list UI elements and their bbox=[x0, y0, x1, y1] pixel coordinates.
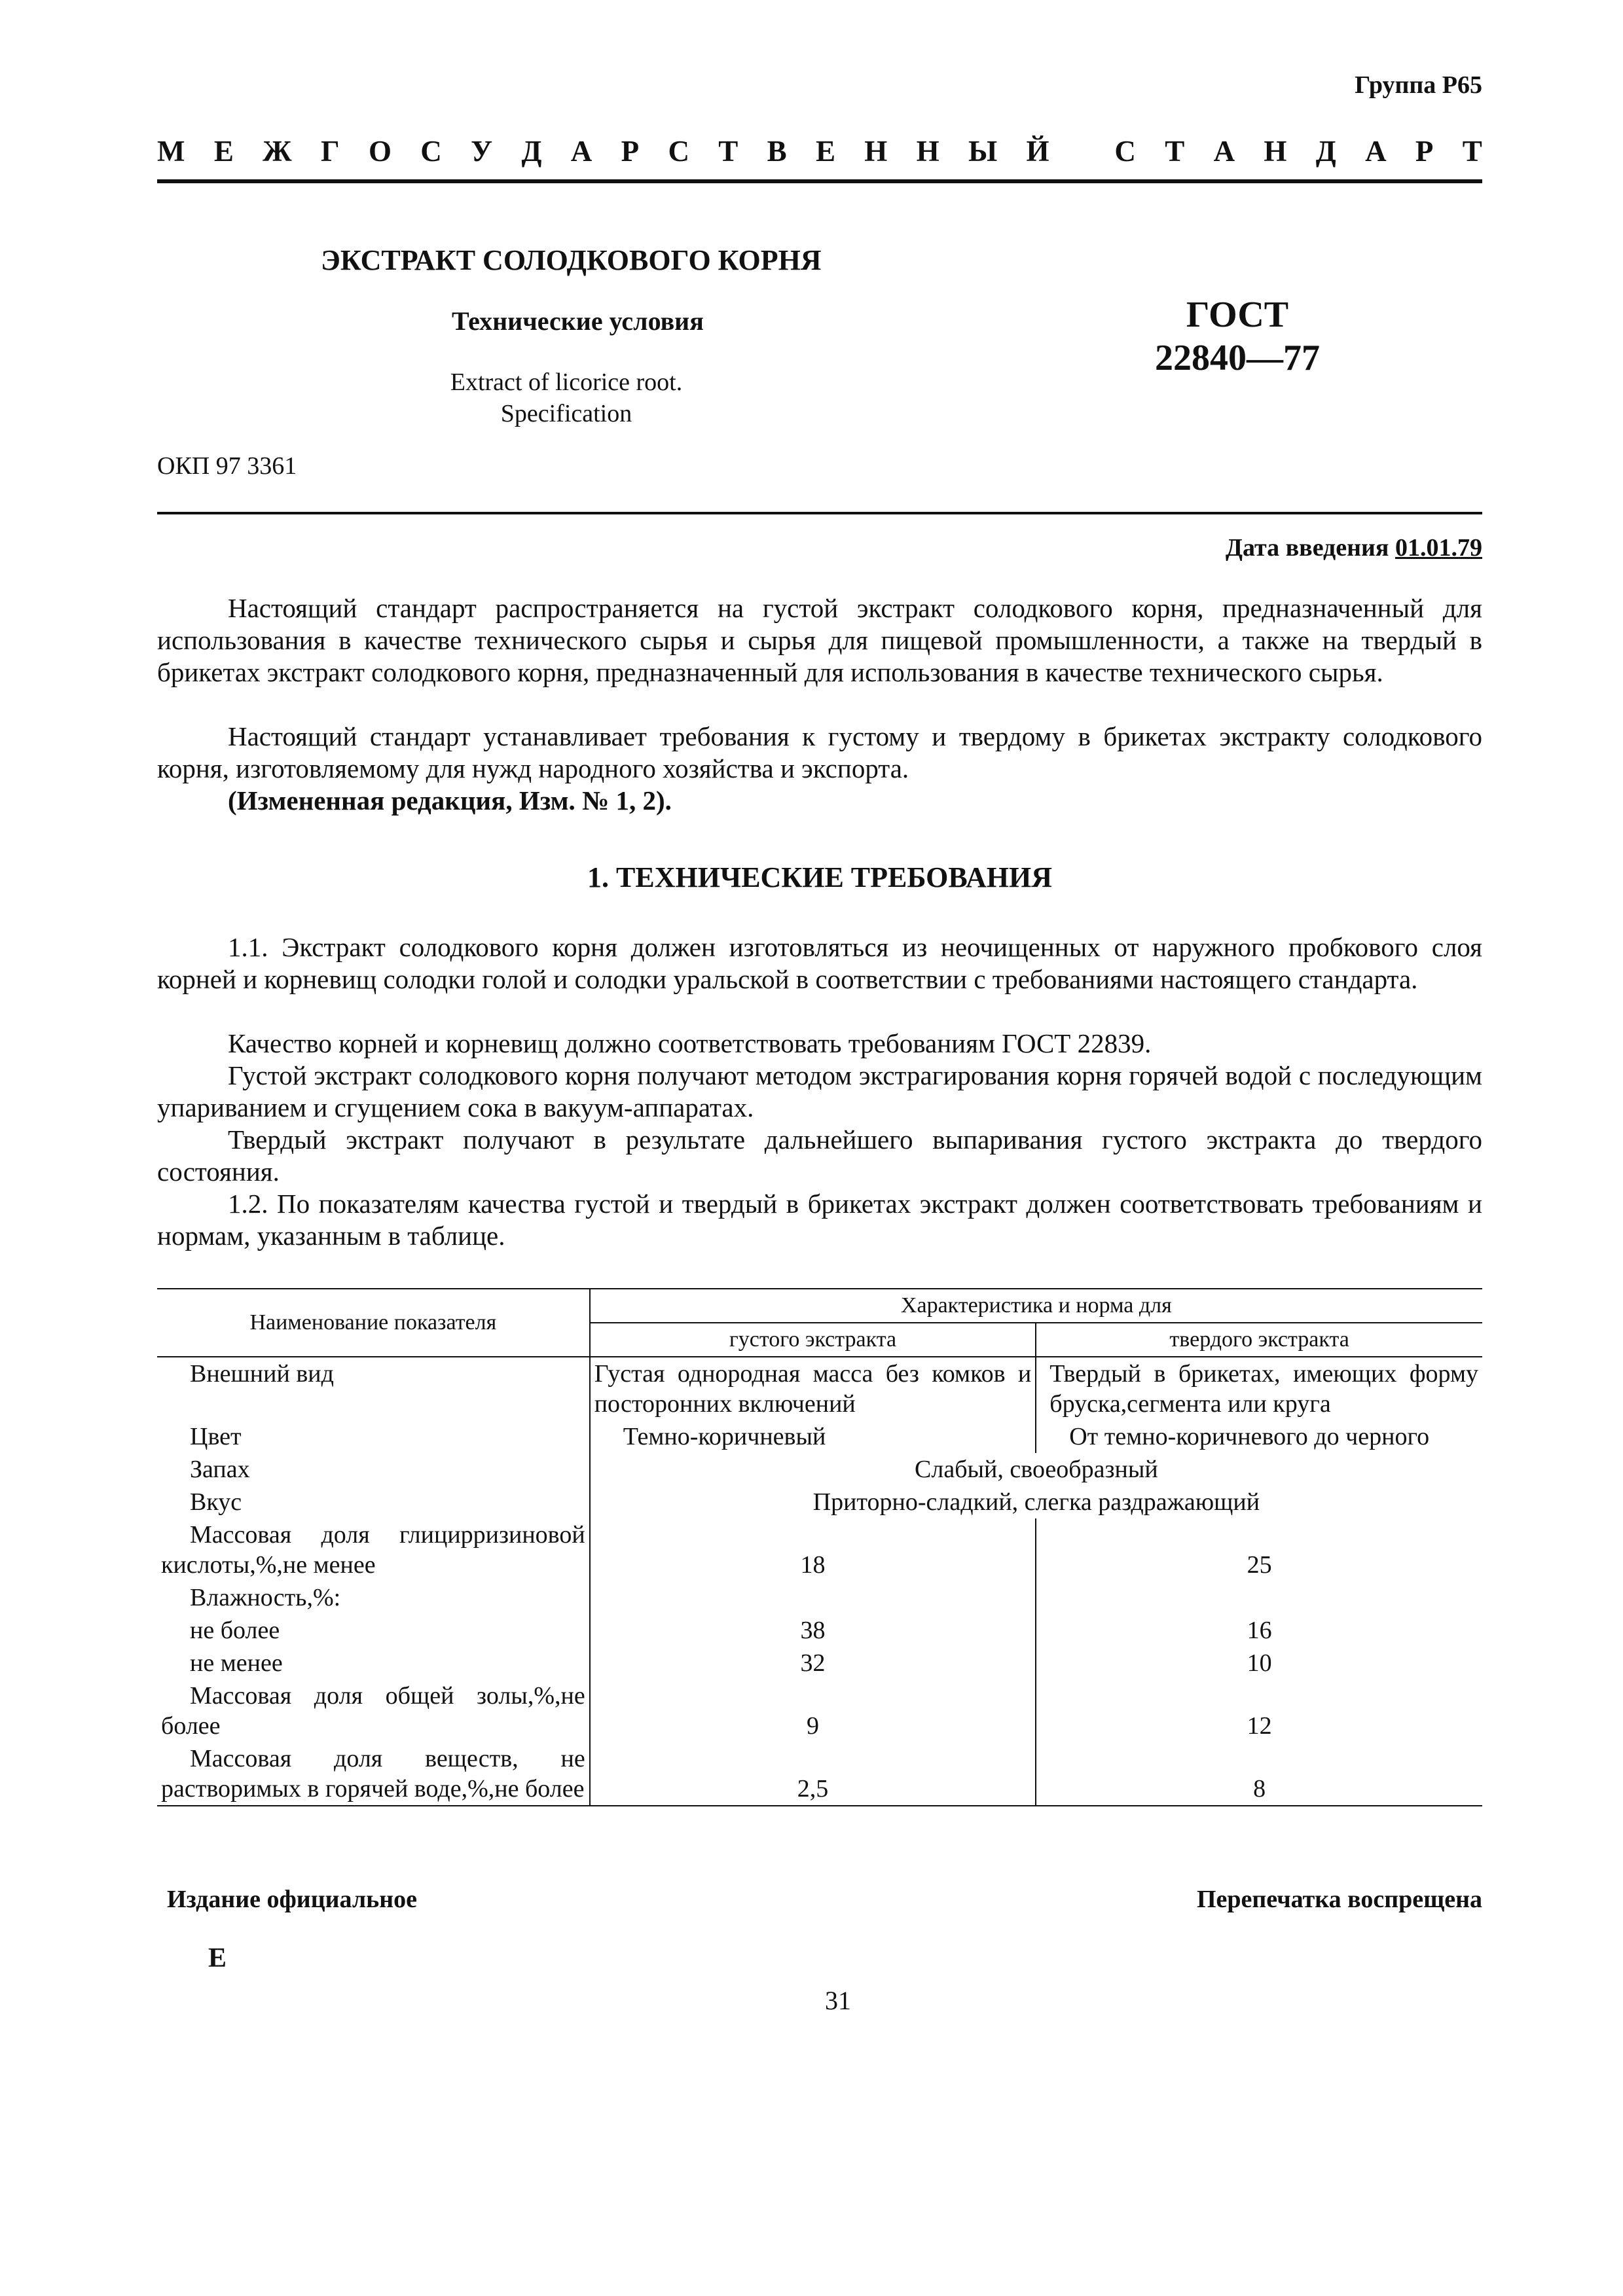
reprint-prohibited: Перепечатка воспрещена bbox=[1196, 1886, 1482, 1913]
banner-letter: Ы bbox=[968, 135, 998, 168]
interstate-standard-banner bbox=[157, 134, 1482, 173]
section-heading: 1. ТЕХНИЧЕСКИЕ ТРЕБОВАНИЯ bbox=[587, 861, 1052, 893]
gost-number: 22840—77 bbox=[1155, 338, 1320, 378]
banner-letter: В bbox=[767, 135, 787, 168]
table-row bbox=[157, 1420, 1482, 1453]
banner-letter: Ж bbox=[263, 135, 292, 168]
cell-thick: 38 bbox=[590, 1614, 1036, 1647]
header-rule bbox=[157, 179, 1482, 183]
table-row bbox=[157, 1357, 1482, 1420]
cell-solid: Твердый в брикетах, имеющих форму бруска,сегмента или круга bbox=[1049, 1360, 1478, 1418]
banner-letter: У bbox=[471, 135, 493, 168]
cell-thick: 32 bbox=[590, 1647, 1036, 1679]
date-label: Дата введения bbox=[1225, 534, 1395, 562]
gost-designation bbox=[1106, 293, 1368, 380]
title-rule bbox=[157, 512, 1482, 514]
banner-letter: Д bbox=[521, 135, 542, 168]
table-row bbox=[157, 1614, 1482, 1647]
table-row bbox=[157, 1742, 1482, 1806]
banner-letter: Т bbox=[1165, 135, 1185, 168]
clause-1-1-solid: Твердый экстракт получают в результате дальнейшего выпаривания густого экстракта до твердого состояния. bbox=[157, 1124, 1482, 1187]
cell-thick-empty bbox=[590, 1581, 1036, 1614]
document-title: ЭКСТРАКТ СОЛОДКОВОГО КОРНЯ bbox=[321, 244, 822, 276]
banner-letter: Й bbox=[1026, 135, 1049, 168]
clause-1-1-thick: Густой экстракт солодкового корня получают методом экстрагирования корня горячей водой с последующим упариванием и сгущением сока в вакуум-аппаратах. bbox=[157, 1060, 1482, 1122]
introduction-date bbox=[1226, 533, 1482, 562]
banner-letter: Г bbox=[320, 135, 340, 168]
header-indicator: Наименование показателя bbox=[157, 1289, 590, 1357]
document-subtitle: Технические условия bbox=[452, 306, 704, 336]
row-name: Массовая доля веществ, не растворимых в горячей воде,%,не более bbox=[157, 1742, 590, 1806]
row-name: Влажность,%: bbox=[157, 1581, 590, 1614]
banner-letter: А bbox=[1365, 135, 1387, 168]
cell-thick: Густая однородная масса без комков и посторонних включений bbox=[590, 1357, 1036, 1420]
banner-letter: Е bbox=[815, 135, 835, 168]
banner-letter: Т bbox=[1462, 135, 1482, 168]
row-name: Цвет bbox=[157, 1420, 590, 1453]
banner-letter: Н bbox=[1264, 135, 1287, 168]
cell-solid-empty bbox=[1036, 1581, 1482, 1614]
banner-letter: О bbox=[368, 135, 392, 168]
banner-letter: Т bbox=[718, 135, 739, 168]
clause-1-2: 1.2. По показателям качества густой и твердый в брикетах экстракт должен соответствовать требованиям и нормам, указанным в таблице. bbox=[157, 1189, 1482, 1251]
banner-letter bbox=[1078, 134, 1085, 173]
table-row bbox=[157, 1486, 1482, 1518]
cell-solid: От темно-коричневого до черного bbox=[1069, 1423, 1430, 1450]
amendment-note: (Измененная редакция, Изм. № 1, 2). bbox=[228, 785, 672, 816]
table-row bbox=[157, 1679, 1482, 1742]
banner-letter: С bbox=[668, 135, 689, 168]
cell-both: Приторно-сладкий, слегка раздражающий bbox=[812, 1488, 1260, 1516]
cell-solid: 12 bbox=[1247, 1712, 1272, 1740]
date-value: 01.01.79 bbox=[1395, 534, 1482, 562]
cell-solid: 25 bbox=[1247, 1551, 1272, 1579]
intro-paragraph-2: Настоящий стандарт устанавливает требования к густому и твердому в брикетах экстракту солодкового корня, изготовляемому для нужд народного хозяйства и экспорта. bbox=[157, 721, 1482, 783]
official-edition: Издание официальное bbox=[167, 1886, 418, 1913]
row-name: Внешний вид bbox=[157, 1357, 590, 1420]
banner-letter: А bbox=[1213, 135, 1235, 168]
banner-letter: Н bbox=[864, 135, 888, 168]
english-title-line-2: Specification bbox=[500, 400, 632, 427]
banner-letter: С bbox=[1114, 135, 1136, 168]
banner-letter: А bbox=[570, 135, 593, 168]
cell-both: Слабый, своеобразный bbox=[915, 1456, 1158, 1483]
clause-1-1-quality: Качество корней и корневищ должно соответствовать требованиям ГОСТ 22839. bbox=[228, 1028, 1152, 1058]
cell-thick: 2,5 bbox=[590, 1742, 1036, 1806]
banner-letter: С bbox=[420, 135, 442, 168]
cell-thick: 9 bbox=[590, 1679, 1036, 1742]
cell-solid: 8 bbox=[1036, 1742, 1482, 1806]
clause-1-1: 1.1. Экстракт солодкового корня должен изготовляться из неочищенных от наружного пробкового слоя корней и корневищ солодки голой и солодки уральской в соответствии с требованиями настоящего стандарта. bbox=[157, 932, 1482, 994]
table-row bbox=[157, 1453, 1482, 1486]
row-name: Массовая доля общей золы,%,не более bbox=[157, 1679, 590, 1742]
cell-thick: Темно-коричневый bbox=[590, 1420, 1036, 1453]
table-header-row bbox=[157, 1289, 1482, 1323]
header-solid: твердого экстракта bbox=[1036, 1323, 1482, 1357]
gost-label: ГОСТ bbox=[1186, 295, 1289, 335]
group-code: Группа Р65 bbox=[1355, 71, 1482, 99]
row-name: Запах bbox=[157, 1453, 590, 1486]
banner-letter: Р bbox=[621, 135, 640, 168]
row-name: не менее bbox=[157, 1647, 590, 1679]
edition-mark: Е bbox=[208, 1943, 227, 1973]
table-row bbox=[157, 1647, 1482, 1679]
header-thick: густого экстракта bbox=[590, 1323, 1036, 1357]
banner-letter: Р bbox=[1415, 135, 1434, 168]
table-row bbox=[157, 1518, 1482, 1581]
banner-letter: Н bbox=[916, 135, 939, 168]
intro-paragraph-1: Настоящий стандарт распространяется на густой экстракт солодкового корня, предназначенный для использования в качестве технического сырья и сырья для пищевой промышленности, а также на твердый в брикетах экстракт солодкового корня, предназначенный для использования в качестве технического сырья. bbox=[157, 593, 1482, 687]
cell-solid: 16 bbox=[1247, 1617, 1272, 1644]
header-group: Характеристика и норма для bbox=[590, 1289, 1482, 1323]
requirements-table bbox=[157, 1288, 1482, 1806]
okp-code: ОКП 97 3361 bbox=[157, 452, 297, 480]
row-name: не более bbox=[157, 1614, 590, 1647]
row-name: Вкус bbox=[157, 1486, 590, 1518]
cell-solid: 10 bbox=[1247, 1649, 1272, 1677]
english-title-line-1: Extract of licorice root. bbox=[450, 368, 683, 396]
table-row bbox=[157, 1581, 1482, 1614]
page-number: 31 bbox=[825, 1986, 851, 2015]
banner-letter: М bbox=[157, 135, 185, 168]
banner-letter: Д bbox=[1315, 135, 1336, 168]
english-title bbox=[419, 367, 714, 429]
banner-letter: Е bbox=[213, 135, 234, 168]
cell-thick: 18 bbox=[590, 1518, 1036, 1581]
row-name: Массовая доля глицирризиновой кислоты,%,не менее bbox=[157, 1518, 590, 1581]
